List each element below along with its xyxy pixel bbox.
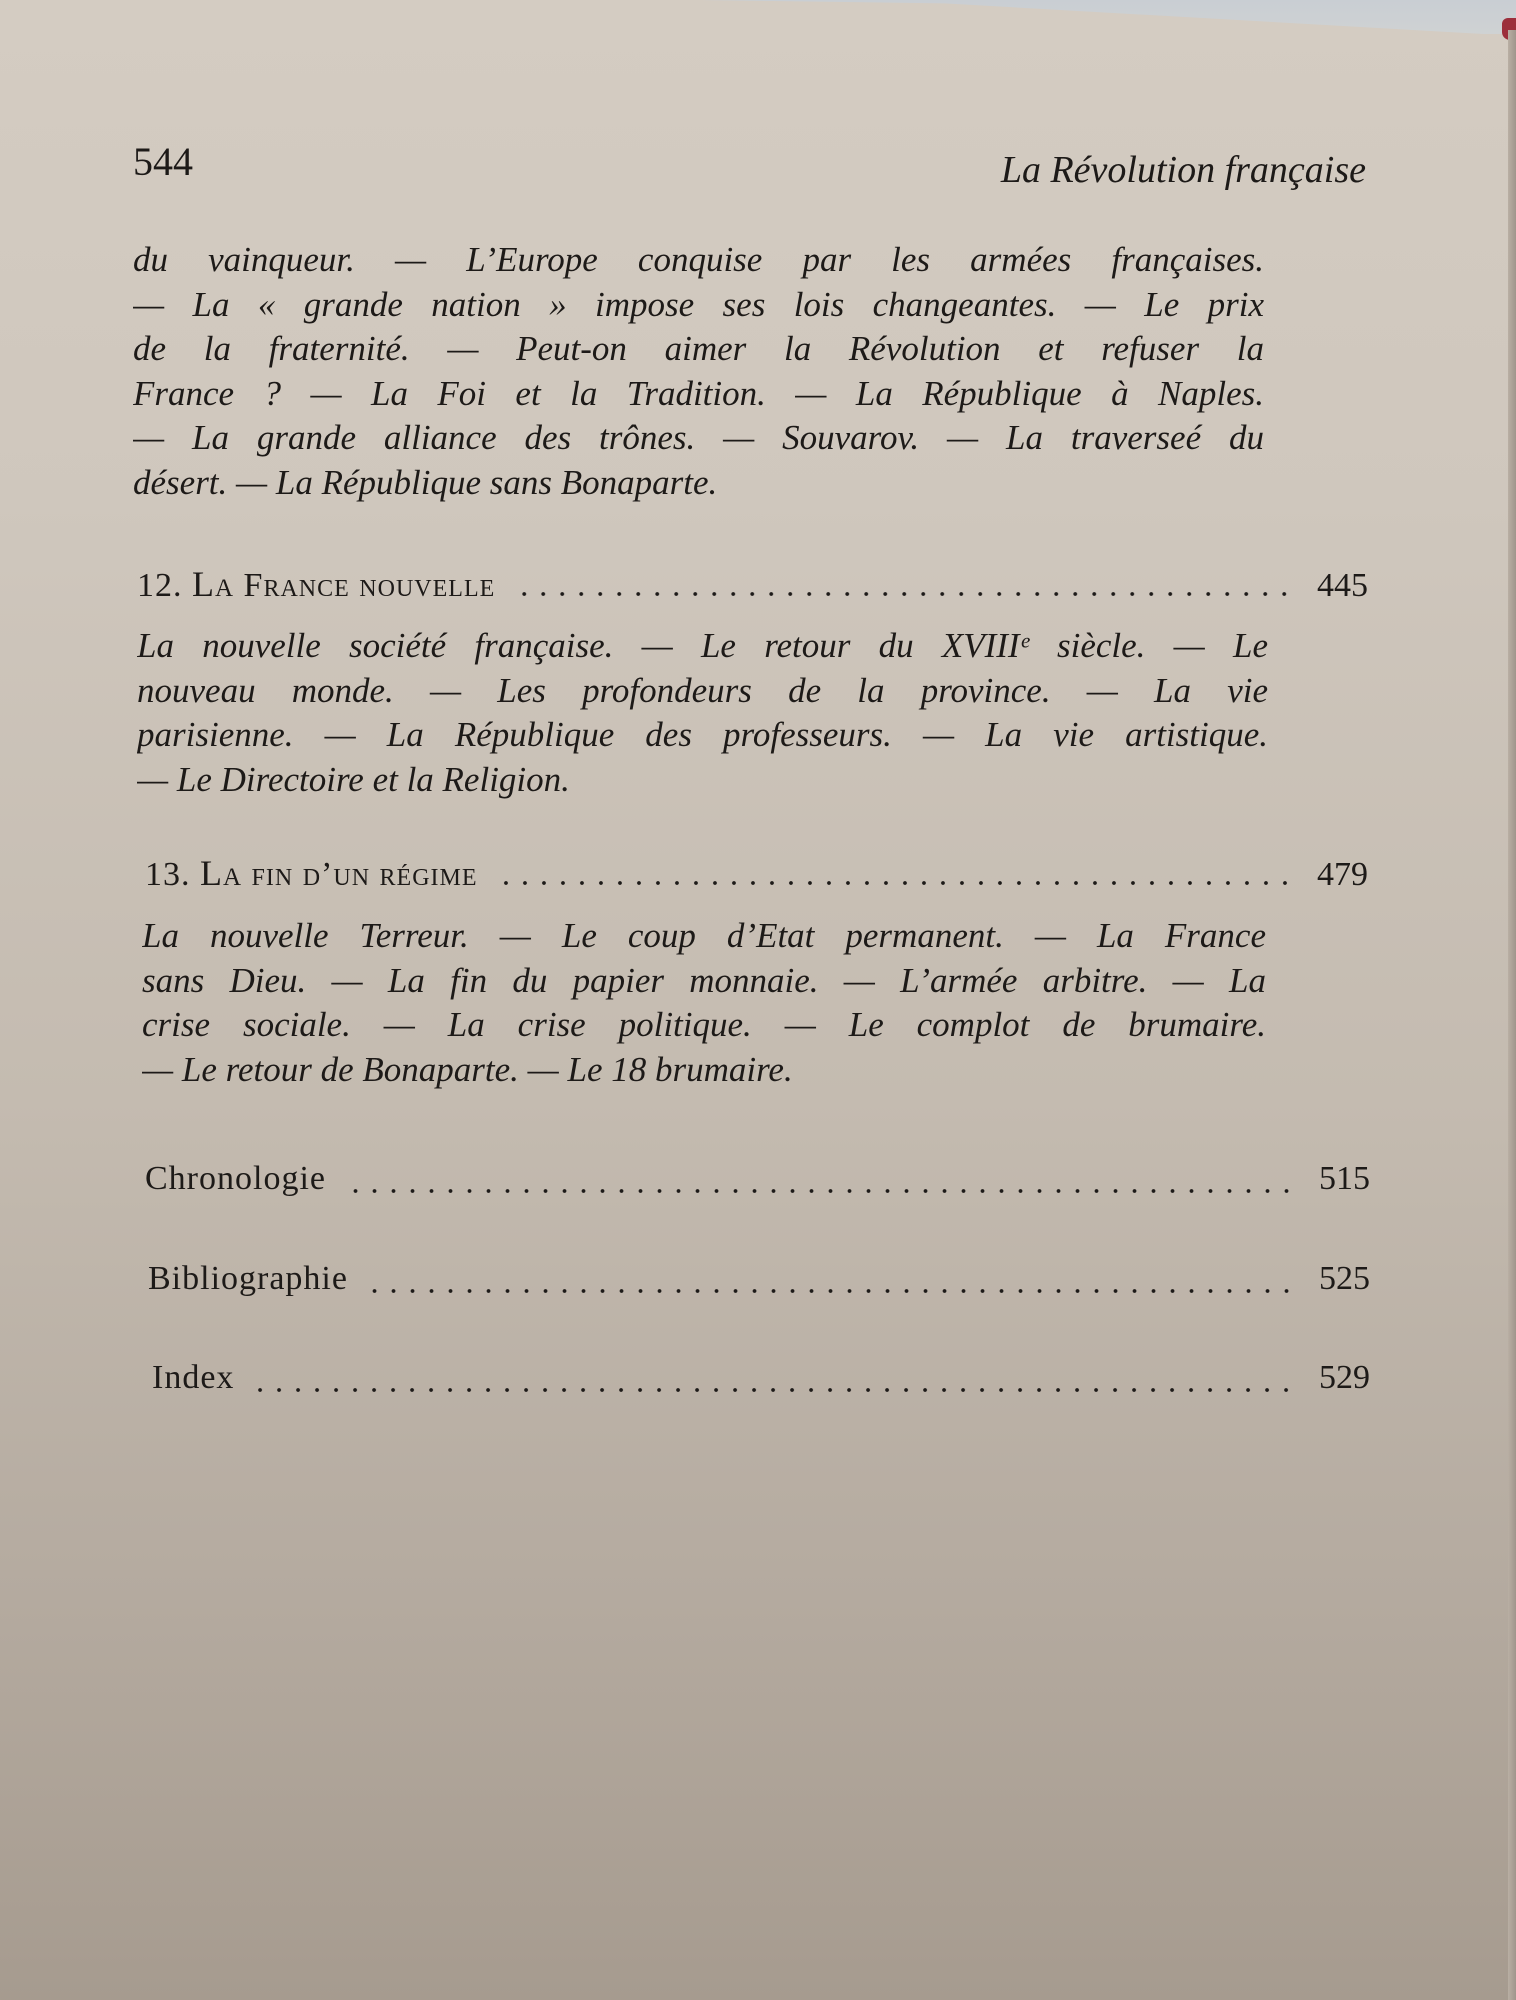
back-matter-title: Index: [152, 1359, 235, 1396]
chapter-title-rest: fin d’un régime: [251, 856, 478, 893]
chapter-page: 445: [1317, 567, 1368, 604]
dot-leader: [500, 880, 1294, 886]
chapter-title-rest: France nouvelle: [243, 567, 496, 604]
summary-line: — La grande alliance des trônes. — Souvarov. — La traverseé du: [133, 418, 1264, 457]
toc-entry-chronologie[interactable]: [145, 1160, 1370, 1204]
summary-line: de la fraternité. — Peut-on aimer la Révolution et refuser la: [133, 329, 1264, 368]
back-matter-page: 515: [1319, 1160, 1370, 1197]
summary-line: désert. — La République sans Bonaparte.: [133, 462, 718, 502]
summary-line: France ? — La Foi et la Tradition. — La République à Naples.: [133, 373, 1264, 413]
dot-leader: [370, 1288, 1296, 1294]
toc-entry-chapter-13[interactable]: [145, 852, 1368, 896]
summary-line: — La « grande nation » impose ses lois changeantes. — Le prix: [133, 284, 1264, 324]
chapter-title-first: La: [200, 853, 243, 893]
dot-leader: [348, 1188, 1296, 1194]
summary-line: du vainqueur. — L’Europe conquise par les armées françaises.: [133, 240, 1264, 279]
toc-entry-index[interactable]: [152, 1359, 1370, 1403]
background-strip: [700, 0, 1516, 34]
chapter-title-first: La: [192, 564, 235, 604]
chapter-title: [145, 852, 478, 894]
back-matter-title: Bibliographie: [148, 1260, 348, 1297]
summary-line: parisienne. — La République des professeurs. — La vie artistique.: [137, 715, 1268, 754]
page-edge: [1508, 30, 1516, 2000]
chapter-page: 479: [1317, 856, 1368, 893]
page-number: 544: [133, 139, 193, 184]
toc-entry-chapter-12[interactable]: [137, 563, 1368, 607]
summary-line: La nouvelle Terreur. — Le coup d’Etat permanent. — La France: [142, 916, 1266, 955]
chapter-12-summary: [137, 624, 1268, 802]
back-matter-page: 525: [1319, 1260, 1370, 1297]
dot-leader: [248, 1387, 1296, 1393]
chapter-11-summary: [133, 238, 1264, 505]
summary-line: nouveau monde. — Les profondeurs de la province. — La vie: [137, 670, 1268, 710]
summary-line: sans Dieu. — La fin du papier monnaie. — L’armée arbitre. — La: [142, 960, 1266, 1000]
summary-line: crise sociale. — La crise politique. — Le complot de brumaire.: [142, 1005, 1266, 1044]
chapter-number: 13.: [145, 856, 191, 893]
summary-line: — Le retour de Bonaparte. — Le 18 brumaire.: [142, 1049, 793, 1089]
toc-entry-bibliographie[interactable]: [148, 1260, 1370, 1304]
chapter-13-summary: [142, 914, 1266, 1092]
back-matter-title: Chronologie: [145, 1160, 326, 1197]
running-title: La Révolution française: [1000, 149, 1366, 191]
summary-line: — Le Directoire et la Religion.: [137, 759, 570, 799]
chapter-title: [137, 563, 495, 605]
dot-leader: [517, 591, 1294, 597]
back-matter-page: 529: [1319, 1359, 1370, 1396]
summary-line: La nouvelle société française. — Le retour du XVIIIᵉ siècle. — Le: [137, 626, 1268, 665]
chapter-number: 12.: [137, 567, 183, 604]
